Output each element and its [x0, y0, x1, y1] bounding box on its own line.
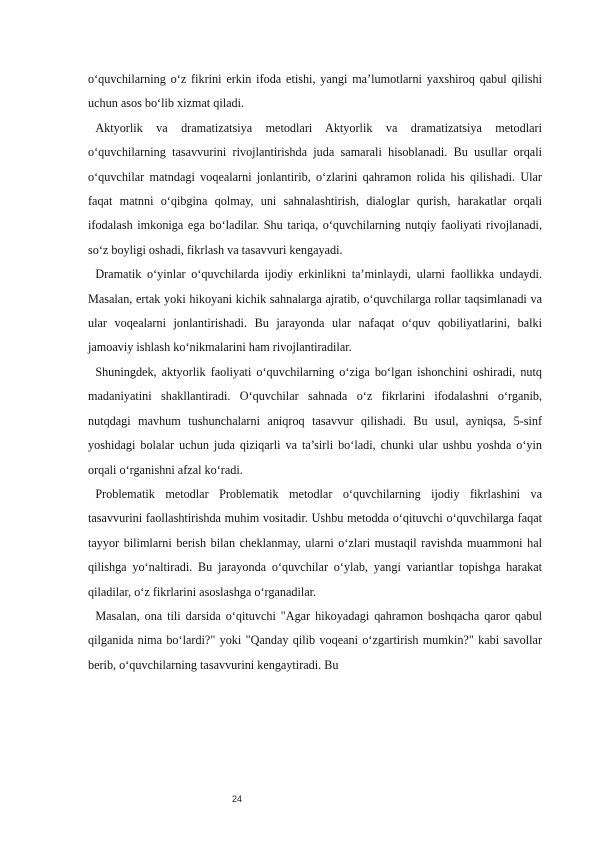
page-number: 24	[232, 794, 243, 804]
paragraph-continuation: o‘quvchilarning o‘z fikrini erkin ifoda etishi, yangi ma’lumotlarni yaxshiroq qabul qilishi uchun asos bo‘lib xizmat qiladi.	[88, 72, 542, 111]
paragraph-problematic-methods: Problematik metodlar Problematik metodlar o‘quvchilarning ijodiy fikrlashini va tasavvurini faollashtirishda muhim vositadir. Ushbu metodda o‘qituvchi o‘quvchilarga faqat tayyor bilimlarni berish bilan cheklanmay, ularni o‘zlari mustaqil ravishda muammoni hal qilishga yo‘naltiradi. Bu jarayonda o‘quvchilar o‘ylab, yangi variantlar topishga harakat qiladilar, o‘z fikrlarini asoslashga o‘rganadilar.	[88, 486, 542, 599]
paragraph-example: Masalan, ona tili darsida o‘qituvchi "Agar hikoyadagi qahramon boshqacha qaror qabul qilganida nima bo‘lardi?" yoki "Qanday qilib voqeani o‘zgartirish mumkin?" kabi savollar berib, o‘quvchilarning tasavvurini kengaytiradi. Bu	[88, 608, 542, 672]
paragraph-confidence: Shuningdek, aktyorlik faoliyati o‘quvchilarning o‘ziga bo‘lgan ishonchini oshiradi, nutq madaniyatini shakllantiradi. O‘quvchilar sahnada o‘z fikrlarini ifodalashni o‘rganib, nutqdagi mavhum tushunchalarni aniqroq tasavvur qilishadi. Bu usul, ayniqsa, 5-sinf yoshidagi bolalar uchun juda qiziqarli va ta’sirli bo‘ladi, chunki ular ushbu yoshda o‘yin orqali o‘rganishni afzal ko‘radi.	[88, 364, 542, 477]
paragraph-dramatic-games: Dramatik o‘yinlar o‘quvchilarda ijodiy erkinlikni ta’minlaydi, ularni faollikka undaydi. Masalan, ertak yoki hikoyani kichik sahnalarga ajratib, o‘quvchilarga rollar taqsimlanadi va ular voqealarni jonlantirishadi. Bu jarayonda ular nafaqat o‘quv qobiliyatlarini, balki jamoaviy ishlash ko‘nikmalarini ham rivojlantiradilar.	[88, 267, 542, 355]
document-body	[88, 67, 542, 677]
paragraph-acting-methods: Aktyorlik va dramatizatsiya metodlari Aktyorlik va dramatizatsiya metodlari o‘quvchilarning tasavvurini rivojlantirishda juda samarali hisoblanadi. Bu usullar orqali o‘quvchilar matndagi voqealarni jonlantirib, o‘zlarini qahramon rolida his qilishadi. Ular faqat matnni o‘qibgina qolmay, uni sahnalashtirish, dialoglar qurish, harakatlar orqali ifodalash imkoniga ega bo‘ladilar. Shu tariqa, o‘quvchilarning nutqiy faoliyati rivojlanadi, so‘z boyligi oshadi, fikrlash va tasavvuri kengayadi.	[88, 120, 542, 257]
